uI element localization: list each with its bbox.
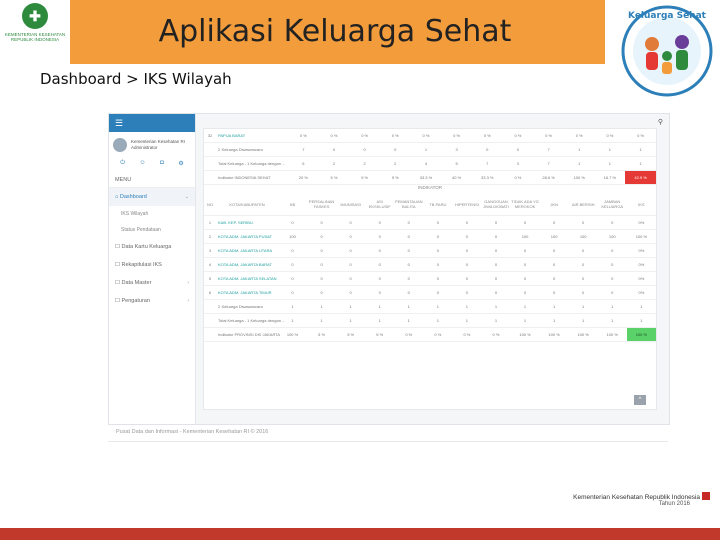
table-row <box>204 230 656 244</box>
kemenkes-logo-text: KEMENTERIAN KESEHATAN REPUBLIK INDONESIA <box>4 32 66 42</box>
table-cell: 0 <box>336 258 365 272</box>
table-cell: 0% <box>627 216 656 230</box>
table-cell: 0 <box>598 286 627 300</box>
table-cell: 0% <box>627 272 656 286</box>
sidebar-header <box>109 114 195 132</box>
table-cell: 0 <box>336 272 365 286</box>
table-cell: 33.3 % <box>472 171 503 185</box>
table-cell: 0 % <box>625 129 656 143</box>
table-cell: 0 <box>278 244 307 258</box>
table-cell: 0 <box>365 286 394 300</box>
table-cell: 0 <box>598 244 627 258</box>
table-cell: 100 <box>278 230 307 244</box>
table-cell: 0 % <box>411 129 442 143</box>
table-cell: 0 <box>365 230 394 244</box>
app-window <box>108 113 670 425</box>
table-row <box>204 244 656 258</box>
table-cell: 0 <box>365 272 394 286</box>
table-cell: 0 <box>481 272 510 286</box>
table-cell: 0 % <box>394 328 423 342</box>
column-header: NO <box>204 193 216 216</box>
sidebar <box>109 114 196 424</box>
table-cell: 0 <box>278 258 307 272</box>
table-cell: 0 % <box>533 129 564 143</box>
table-cell: 0 <box>569 258 598 272</box>
table-cell: 0 <box>365 216 394 230</box>
table-cell: 0 <box>511 272 540 286</box>
column-header: JKN <box>540 193 569 216</box>
table-cell: 1 <box>411 143 442 157</box>
sidebar-item-dashboard[interactable] <box>109 188 195 206</box>
table-cell: 0% <box>627 258 656 272</box>
table-cell: 0 <box>336 286 365 300</box>
table-cell: 0 <box>423 286 452 300</box>
table-cell: 100 % <box>511 328 540 342</box>
row-name[interactable]: PAPUA BARAT <box>216 129 288 143</box>
summary-row <box>204 129 656 143</box>
sidebar-item-label: Data Master <box>121 280 152 286</box>
table-cell: 0 <box>380 143 411 157</box>
column-header: AIR BERSIH <box>569 193 598 216</box>
hamburger-icon[interactable]: ☰ <box>115 117 124 128</box>
row-name[interactable]: KOTA ADM. JAKARTA SELATAN <box>216 272 278 286</box>
row-number <box>204 328 216 342</box>
table-cell: 0 <box>278 272 307 286</box>
main-content <box>197 114 669 424</box>
table-cell: 0 % <box>503 171 534 185</box>
table-cell: 1 <box>394 314 423 328</box>
row-name: Total Keluarga - 1 Keluarga dengan ... <box>216 157 288 171</box>
table-cell: 20 % <box>288 171 319 185</box>
table-cell: 33.3 % <box>411 171 442 185</box>
table-cell: 1 <box>452 300 481 314</box>
table-cell: 0 <box>394 244 423 258</box>
table-cell: 0 <box>307 258 336 272</box>
table-cell: 0 % <box>380 129 411 143</box>
table-cell: 0 <box>540 244 569 258</box>
sidebar-item-status-pendataan[interactable]: Status Pendataan <box>121 227 161 233</box>
table-cell: 4 <box>411 157 442 171</box>
table-cell: 0 <box>452 258 481 272</box>
footer-branding <box>573 494 700 507</box>
table-cell: 0 % <box>441 129 472 143</box>
row-number: 32 <box>204 129 216 143</box>
footer-org: Kementerian Kesehatan Republik Indonesia <box>573 494 700 501</box>
sidebar-item-label: Pengaturan <box>121 298 150 304</box>
square-icon: ☐ <box>115 280 120 286</box>
user-actions <box>109 154 195 173</box>
table-cell: 0 % <box>319 129 350 143</box>
column-header: KOTA/KABUPATEN <box>216 193 278 216</box>
kemenkes-logo <box>0 0 70 64</box>
table-cell: 0 <box>394 286 423 300</box>
table-cell: 0 <box>423 272 452 286</box>
table-row <box>204 314 656 328</box>
table-cell: 0 <box>540 258 569 272</box>
table-cell: 0 <box>336 216 365 230</box>
table-cell: 0 <box>278 286 307 300</box>
square-icon: ☐ <box>115 262 120 268</box>
user-icon[interactable]: ☺ <box>139 160 146 166</box>
table-cell: 0 <box>481 286 510 300</box>
chevron-right-icon: › <box>187 298 189 304</box>
column-header: KB <box>278 193 307 216</box>
column-header: PEMANTAUAN BALITA <box>394 193 423 216</box>
app-footer: Pusat Data dan Informasi - Kementerian Kesehatan RI © 2016 <box>116 429 269 435</box>
chevron-down-icon: ⌄ <box>184 194 189 200</box>
table-cell: 1 <box>278 314 307 328</box>
table-cell: 0 <box>319 143 350 157</box>
table-cell: 1 <box>511 314 540 328</box>
table-cell: 1 <box>595 143 626 157</box>
table-cell: 0 <box>452 244 481 258</box>
table-row <box>204 272 656 286</box>
row-number: 2 <box>204 230 216 244</box>
table-cell: 5 % <box>319 171 350 185</box>
table-cell: 7 <box>472 157 503 171</box>
table-cell: 1 <box>595 157 626 171</box>
user-panel <box>109 132 195 154</box>
table-cell: 0 <box>452 216 481 230</box>
table-cell: 1 <box>365 300 394 314</box>
row-name: Indikator PROVINSI DKI JAKARTA <box>216 328 278 342</box>
table-cell: 100 % <box>598 328 627 342</box>
column-header: PERSALINAN FASKES <box>307 193 336 216</box>
row-number: 5 <box>204 272 216 286</box>
table-cell: 1 <box>394 300 423 314</box>
column-header: IMUNISASI <box>336 193 365 216</box>
table-cell: 1 <box>569 314 598 328</box>
row-name[interactable]: KAB. KEP. SERIBU <box>216 216 278 230</box>
table-cell: 7 <box>288 143 319 157</box>
table-cell: 100 % <box>278 328 307 342</box>
table-cell: 0 <box>336 230 365 244</box>
table-cell: 1 <box>627 300 656 314</box>
row-number: 3 <box>204 244 216 258</box>
keluarga-sehat-logo <box>620 4 714 98</box>
table-cell: 1 <box>564 157 595 171</box>
row-name[interactable]: KOTA ADM. JAKARTA UTARA <box>216 244 278 258</box>
iks-table <box>204 193 656 342</box>
row-name: Total Keluarga - 1 Keluarga dengan ... <box>216 314 278 328</box>
table-cell: 0 <box>307 286 336 300</box>
column-header: IKS <box>627 193 656 216</box>
table-cell: 1 <box>423 300 452 314</box>
table-cell: 0% <box>627 286 656 300</box>
table-cell: 0 <box>511 244 540 258</box>
table-cell: 0 <box>569 216 598 230</box>
table-cell: 7 <box>533 157 564 171</box>
table-cell: 100 <box>598 230 627 244</box>
table-cell: 100 % <box>627 230 656 244</box>
table-cell: 1 <box>540 314 569 328</box>
column-header: TIDAK ADA YG MEROKOK <box>511 193 540 216</box>
table-row <box>204 300 656 314</box>
table-cell: 100 % <box>627 328 656 342</box>
table-cell: 0 % <box>503 129 534 143</box>
user-role: Administrator <box>131 145 158 150</box>
table-cell: 0 <box>423 244 452 258</box>
table-cell: 0 <box>307 244 336 258</box>
table-cell: 5 % <box>349 171 380 185</box>
table-cell: 1 <box>569 300 598 314</box>
table-cell: 2 <box>319 157 350 171</box>
column-header: ASI EKSKLUSIF <box>365 193 394 216</box>
row-number: 1 <box>204 216 216 230</box>
logo-lettering: Keluarga Sehat <box>628 11 706 21</box>
table-cell: 0 <box>569 272 598 286</box>
gear-icon[interactable]: ⚙ <box>178 161 184 167</box>
table-cell: 0 <box>307 272 336 286</box>
lock-icon[interactable]: ◘ <box>160 160 164 166</box>
row-number: 4 <box>204 258 216 272</box>
table-cell: 2 <box>380 157 411 171</box>
sidebar-item-data-master[interactable] <box>109 274 195 292</box>
iks-table-panel <box>203 128 657 410</box>
table-cell: 1 <box>336 300 365 314</box>
table-cell: 0 <box>503 143 534 157</box>
table-cell: 5 % <box>336 328 365 342</box>
table-cell: 1 <box>564 143 595 157</box>
table-cell: 40 % <box>441 171 472 185</box>
table-cell: 0 <box>423 216 452 230</box>
table-cell: 1 <box>481 314 510 328</box>
table-cell: 0 <box>540 286 569 300</box>
sidebar-item-data-kk[interactable] <box>109 238 195 256</box>
table-cell: 0 <box>472 143 503 157</box>
table-cell: 0 <box>349 143 380 157</box>
table-cell: 0 <box>598 258 627 272</box>
table-cell: 0 <box>481 216 510 230</box>
table-cell: 0 <box>481 230 510 244</box>
table-cell: 100 % <box>569 328 598 342</box>
bottom-bar <box>0 528 720 540</box>
table-cell: 5 % <box>307 328 336 342</box>
summary-row <box>204 157 656 171</box>
table-cell: 0 % <box>564 129 595 143</box>
table-cell: 42.9 % <box>625 171 656 185</box>
power-icon[interactable]: ⏻ <box>120 160 125 166</box>
table-cell: 0 <box>423 258 452 272</box>
table-cell: 100 <box>511 230 540 244</box>
table-cell: 100 % <box>564 171 595 185</box>
table-cell: 0 <box>540 272 569 286</box>
table-cell: 100 <box>540 230 569 244</box>
row-number <box>204 171 216 185</box>
row-number <box>204 143 216 157</box>
summary-row <box>204 171 656 185</box>
table-cell: 5 <box>441 157 472 171</box>
square-icon: ☐ <box>115 244 120 250</box>
table-cell: 0 % <box>288 129 319 143</box>
table-cell: 0 <box>394 258 423 272</box>
table-cell: 2 <box>349 157 380 171</box>
row-number <box>204 157 216 171</box>
table-cell: 1 <box>307 300 336 314</box>
table-cell: 5 % <box>365 328 394 342</box>
table-cell: 0 % <box>349 129 380 143</box>
table-cell: 0 % <box>423 328 452 342</box>
indicator-header: INDIKATOR <box>417 185 443 190</box>
table-cell: 0 <box>569 286 598 300</box>
table-cell: 0 <box>511 258 540 272</box>
breadcrumb: Dashboard > IKS Wilayah <box>40 70 232 88</box>
table-cell: 1 <box>625 157 656 171</box>
scroll-up-icon[interactable]: ^ <box>634 395 646 405</box>
divider <box>108 441 668 442</box>
kemenkes-emblem-icon: ✚ <box>22 3 48 29</box>
table-cell: 0 <box>365 258 394 272</box>
row-name: Indikator INDONESIA SEHAT <box>216 171 288 185</box>
table-cell: 0 <box>394 230 423 244</box>
avatar <box>113 138 127 152</box>
table-cell: 1 <box>540 300 569 314</box>
table-cell: 0 <box>481 244 510 258</box>
table-cell: 0 <box>365 244 394 258</box>
column-header: JAMBAN KELUARGA <box>598 193 627 216</box>
row-number <box>204 314 216 328</box>
table-cell: 5 % <box>380 171 411 185</box>
column-header: TB PARU <box>423 193 452 216</box>
table-cell: 0 <box>452 230 481 244</box>
search-icon[interactable]: ⚲ <box>657 119 663 126</box>
table-cell: 1 <box>511 300 540 314</box>
table-cell: 1 <box>423 314 452 328</box>
column-header: HIPERTENSI <box>452 193 481 216</box>
table-cell: 0 <box>481 258 510 272</box>
table-cell: 3 <box>441 143 472 157</box>
table-cell: 0% <box>627 244 656 258</box>
table-cell: 0 % <box>481 328 510 342</box>
table-row <box>204 286 656 300</box>
table-cell: 0 % <box>452 328 481 342</box>
table-cell: 1 <box>278 300 307 314</box>
table-cell: 1 <box>307 314 336 328</box>
sidebar-item-label: Data Kartu Keluarga <box>121 244 172 250</box>
row-number <box>204 300 216 314</box>
brand-mark-icon <box>702 492 710 500</box>
table-row <box>204 216 656 230</box>
table-cell: 1 <box>336 314 365 328</box>
table-row <box>204 258 656 272</box>
table-cell: 0 <box>598 272 627 286</box>
table-cell: 0 <box>278 216 307 230</box>
sidebar-item-label: Dashboard <box>119 194 147 200</box>
slide-title: Aplikasi Keluarga Sehat <box>158 14 512 49</box>
table-cell: 0 <box>511 216 540 230</box>
footer-year: Tahun 2016 <box>658 501 690 507</box>
table-cell: 1 <box>481 300 510 314</box>
row-name: Σ Keluarga Diwawancara <box>216 300 278 314</box>
chevron-right-icon: › <box>187 280 189 286</box>
table-cell: 0 % <box>472 129 503 143</box>
row-name[interactable]: KOTA ADM. JAKARTA PUSAT <box>216 230 278 244</box>
table-cell: 0 <box>394 272 423 286</box>
home-icon: ⌂ <box>115 194 119 200</box>
user-name: Kementerian Kesehatan RI <box>131 139 186 144</box>
row-number: 6 <box>204 286 216 300</box>
table-cell: 0 % <box>595 129 626 143</box>
sidebar-item-pengaturan[interactable] <box>109 292 195 310</box>
table-cell: 7 <box>533 143 564 157</box>
summary-row <box>204 143 656 157</box>
table-cell: 1 <box>627 314 656 328</box>
column-header: GANGGUAN JIWA DIOBATI <box>481 193 510 216</box>
top-summary-table <box>204 129 656 185</box>
sidebar-item-rekap-iks[interactable] <box>109 256 195 274</box>
table-cell: 0 <box>598 216 627 230</box>
table-cell: 0 <box>423 230 452 244</box>
table-cell: 0 <box>569 244 598 258</box>
sidebar-item-label: Rekapitulasi IKS <box>121 262 162 268</box>
table-cell: 1 <box>452 314 481 328</box>
menu-header: MENU <box>109 173 195 188</box>
row-name[interactable]: KOTA ADM. JAKARTA BARAT <box>216 258 278 272</box>
table-cell: 0 <box>307 230 336 244</box>
table-cell: 1 <box>365 314 394 328</box>
table-cell: 0 <box>394 216 423 230</box>
row-name: Σ Keluarga Diwawancara <box>216 143 288 157</box>
table-cell: 0 <box>336 244 365 258</box>
table-cell: 6 <box>288 157 319 171</box>
sidebar-item-iks-wilayah[interactable]: IKS Wilayah <box>121 211 149 217</box>
table-cell: 1 <box>625 143 656 157</box>
table-cell: 28.6 % <box>533 171 564 185</box>
row-name[interactable]: KOTA ADM. JAKARTA TIMUR <box>216 286 278 300</box>
table-cell: 0 <box>452 272 481 286</box>
table-cell: 0 <box>307 216 336 230</box>
table-cell: 16.7 % <box>595 171 626 185</box>
table-cell: 100 % <box>540 328 569 342</box>
table-cell: 1 <box>598 314 627 328</box>
square-icon: ☐ <box>115 298 120 304</box>
table-cell: 1 <box>598 300 627 314</box>
table-cell: 0 <box>452 286 481 300</box>
table-cell: 0 <box>511 286 540 300</box>
table-cell: 0 <box>540 216 569 230</box>
table-cell: 3 <box>503 157 534 171</box>
table-row <box>204 328 656 342</box>
table-cell: 100 <box>569 230 598 244</box>
